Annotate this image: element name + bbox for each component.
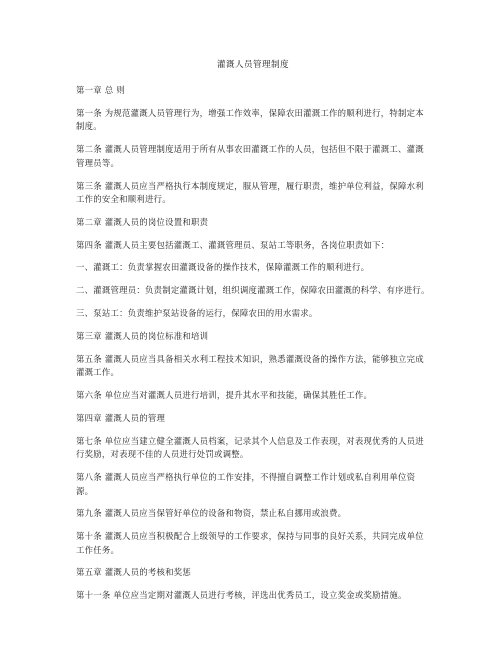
article-1: 第一条 为规范灌溉人员管理行为，增强工作效率，保障农田灌溉工作的顺利进行，特制定本制度。	[76, 107, 424, 132]
chapter-3-heading: 第三章 灌溉人员的岗位标准和培训	[76, 330, 209, 341]
article-2: 第二条 灌溉人员管理制度适用于所有从事农田灌溉工作的人员，包括但不限于灌溉工、灌溉管理员等。	[76, 144, 424, 168]
role-irrigation-manager: 二、灌溉管理员：负责制定灌溉计划，组织调度灌溉工作，保障农田灌溉的科学、有序进行。	[76, 285, 430, 296]
article-3: 第三条 灌溉人员应当严格执行本制度规定，服从管理，履行职责，维护单位利益，保障水利工作的安全和顺利进行。	[76, 180, 424, 205]
chapter-2-heading: 第二章 灌溉人员的岗位设置和职责	[76, 216, 209, 227]
chapter-1-heading: 第一章 总 则	[76, 85, 125, 95]
chapter-4-heading: 第四章 灌溉人员的管理	[76, 412, 166, 423]
article-11: 第十一条 单位应当定期对灌溉人员进行考核，评选出优秀员工，设立奖金或奖励措施。	[76, 590, 407, 601]
chapter-5-heading: 第五章 灌溉人员的考核和奖惩	[76, 567, 192, 578]
article-9: 第九条 灌溉人员应当保管好单位的设备和物资，禁止私自挪用或浪费。	[76, 508, 347, 519]
article-8: 第八条 灌溉人员应当严格执行单位的工作安排，不得擅自调整工作计划或私自利用单位资源。	[76, 471, 416, 496]
role-pump-station-worker: 三、泵站工：负责维护泵站设备的运行，保障农田的用水需求。	[76, 308, 318, 319]
article-5: 第五条 灌溉人员应当具备相关水利工程技术知识，熟悉灌溉设备的操作方法，能够独立完成灌溉工作。	[76, 353, 424, 378]
article-6: 第六条 单位应当对灌溉人员进行培训，提升其水平和技能，确保其胜任工作。	[76, 389, 373, 400]
role-irrigation-worker: 一、灌溉工：负责掌握农田灌溉设备的操作技术，保障灌溉工作的顺利进行。	[76, 262, 370, 273]
article-4: 第四条 灌溉人员主要包括灌溉工、灌溉管理员、泵站工等职务，各岗位职责如下：	[76, 239, 390, 250]
document-title: 灌溉人员管理制度	[217, 60, 289, 70]
article-10: 第十条 灌溉人员应当积极配合上级领导的工作要求，保持与同事的良好关系，共同完成单位工作任务。	[76, 531, 424, 555]
article-7: 第七条 单位应当建立健全灌溉人员档案，记录其个人信息及工作表现，对表现优秀的人员进行奖励，对表现不佳的人员进行处罚或调整。	[76, 435, 424, 460]
